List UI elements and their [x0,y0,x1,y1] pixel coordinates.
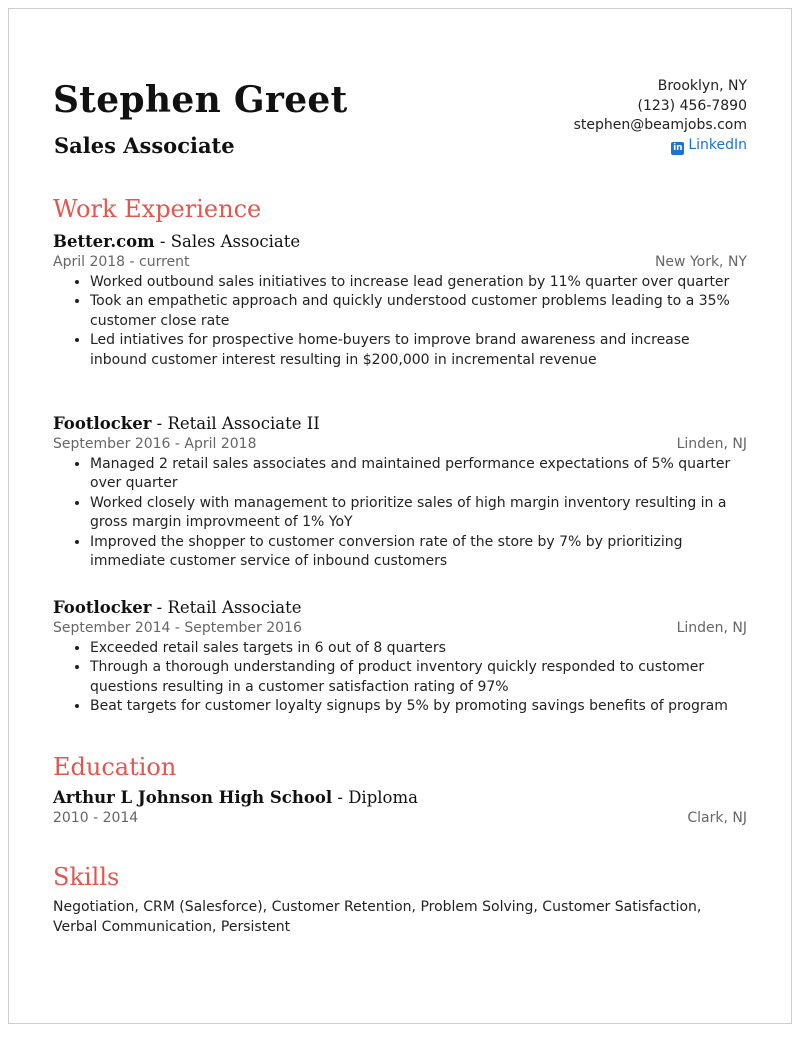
linkedin-link[interactable]: LinkedIn [688,136,747,153]
education-heading: Education [53,753,177,781]
degree: Diploma [348,788,418,807]
bullet-item: • Improved the shopper to customer conversion rate of the store by 7% by prioritizing immediate customer service of inbound customers [90,533,747,572]
job-entry [53,413,747,572]
job-bullets [53,455,747,572]
education-meta [53,809,747,829]
candidate-name: Stephen Greet [53,79,348,121]
resume-page [8,8,792,1024]
job-location: New York, NY [654,254,747,270]
candidate-title: Sales Associate [54,133,235,158]
work-experience-heading: Work Experience [53,195,262,223]
education-location: Clark, NJ [687,810,747,826]
job-location: Linden, NJ [676,436,747,452]
job-location: Linden, NJ [676,620,747,636]
job-company: Footlocker [53,598,152,617]
job-bullets [53,273,747,371]
education-dates: 2010 - 2014 [53,810,139,826]
bullet-item: • Exceeded retail sales targets in 6 out of 8 quarters [90,639,747,659]
bullet-item: • Managed 2 retail sales associates and maintained performance expectations of 5% quarter over quarter [90,455,747,494]
bullet-item: • Took an empathetic approach and quickly understood customer problems leading to a 35% customer close rate [90,292,747,331]
job-dates: September 2016 - April 2018 [53,436,257,452]
job-role: Retail Associate [167,598,302,617]
contact-email[interactable]: stephen@beamjobs.com [573,117,747,133]
contact-block [574,77,747,155]
bullet-item: • Through a thorough understanding of product inventory quickly responded to customer questions resulting in a customer satisfaction rating of 97% [90,658,747,697]
bullet-item: • Led intiatives for prospective home-buyers to improve brand awareness and increase inbound customer interest resulting in $200,000 in incremental revenue [90,331,747,370]
job-entry [53,231,747,370]
job-role: Sales Associate [170,232,301,251]
separator: - [151,598,168,617]
job-role: Retail Associate II [167,414,320,433]
bullet-item: • Worked outbound sales initiatives to increase lead generation by 11% quarter over quarter [90,273,747,293]
education-entry [53,787,747,829]
job-company: Footlocker [53,414,152,433]
skills-heading: Skills [53,863,120,891]
job-header [53,231,747,253]
job-dates: April 2018 - current [53,254,190,270]
bullet-item: • Worked closely with management to prioritize sales of high margin inventory resulting in a gross margin improvmeent of 1% YoY [90,494,747,533]
bullet-item: • Beat targets for customer loyalty signups by 5% by promoting savings benefits of program [90,697,747,717]
contact-phone: (123) 456-7890 [637,97,747,114]
job-meta [53,435,747,455]
job-header [53,413,747,435]
linkedin-icon: in [673,142,683,153]
linkedin-link-row[interactable] [574,136,747,156]
job-entry [53,597,747,717]
separator: - [332,788,349,807]
job-meta [53,619,747,639]
job-meta [53,253,747,273]
job-header [53,597,747,619]
contact-location: Brooklyn, NY [657,78,747,94]
job-dates: September 2014 - September 2016 [53,620,302,636]
school-name: Arthur L Johnson High School [53,788,333,807]
separator: - [154,232,171,251]
separator: - [151,414,168,433]
job-bullets [53,639,747,717]
job-company: Better.com [53,232,155,251]
education-header [53,787,747,809]
skills-list: Negotiation, CRM (Salesforce), Customer Retention, Problem Solving, Customer Satisfaction, Verbal Communication, Persistent [53,899,702,935]
